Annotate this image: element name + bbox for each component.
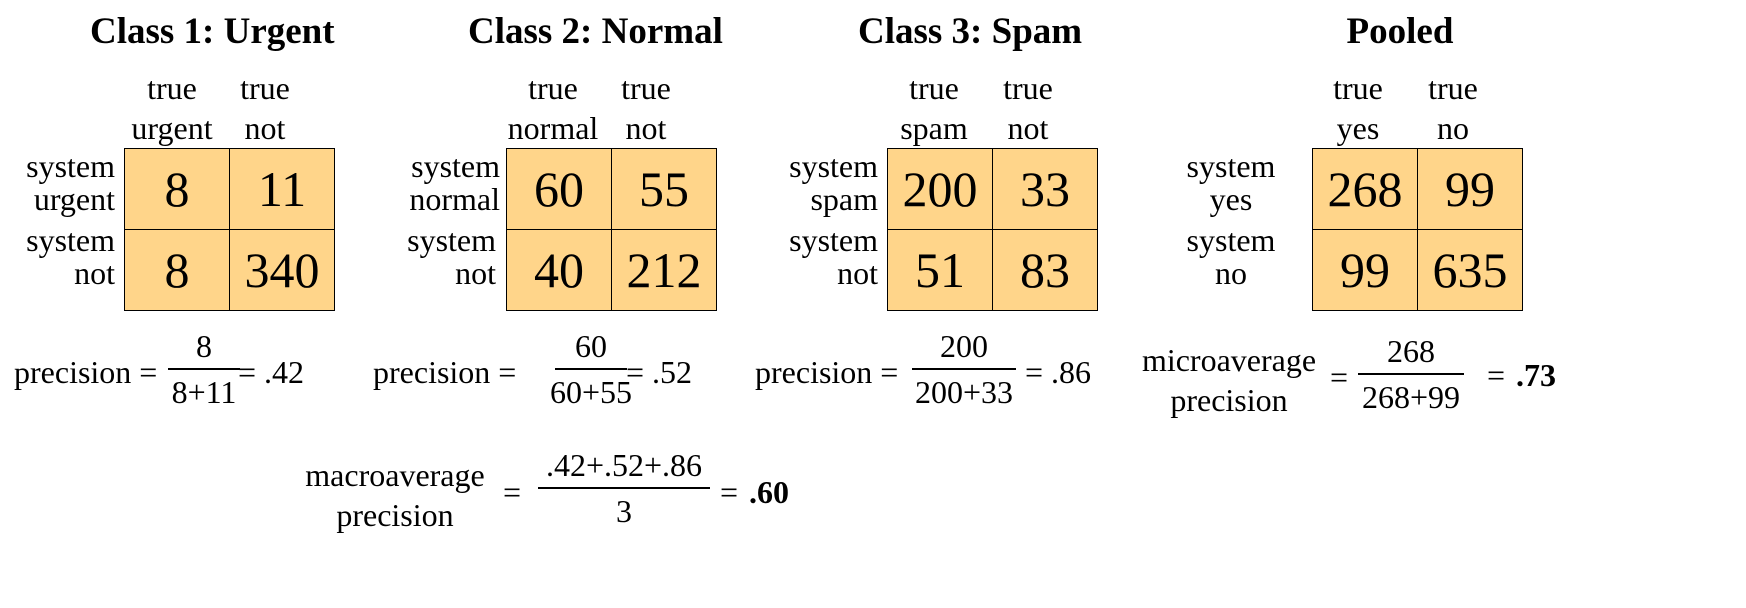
panel-4-confusion-matrix [1312, 148, 1523, 311]
matrix-cell: 33 [993, 149, 1098, 230]
macroaverage-fraction [538, 447, 710, 529]
fraction-numerator: 268 [1387, 333, 1435, 369]
matrix-cell: 55 [612, 149, 717, 230]
microaverage-result: .73 [1516, 357, 1556, 393]
panel-2-title: Class 2: Normal [468, 11, 723, 52]
matrix-cell: 268 [1313, 149, 1418, 230]
panel-4-row-label-1: system yes [1186, 148, 1276, 217]
fraction-numerator: 8 [196, 328, 212, 364]
panel-4-col-header-2: true no [1428, 70, 1478, 146]
matrix-cell: 51 [888, 230, 993, 311]
panel-2-col-header-2: true not [621, 70, 671, 146]
macroaverage-result: .60 [749, 474, 789, 510]
panel-4-row-label-2: system no [1186, 222, 1276, 291]
fraction-numerator: .42+.52+.86 [545, 447, 703, 483]
fraction-denominator: 268+99 [1361, 379, 1461, 415]
matrix-cell: 99 [1313, 230, 1418, 311]
matrix-cell: 60 [507, 149, 612, 230]
fraction-numerator: 60 [575, 328, 607, 364]
macroaverage-result-equals: = [720, 474, 739, 510]
fraction-denominator: 8+11 [171, 374, 237, 410]
panel-1-title: Class 1: Urgent [90, 11, 335, 52]
panel-3-precision-label: precision = [755, 354, 899, 390]
panel-2-precision-label: precision = [373, 354, 517, 390]
matrix-cell: 340 [230, 230, 335, 311]
fraction-numerator: 200 [940, 328, 988, 364]
panel-2-confusion-matrix [506, 148, 717, 311]
panel-3-col-header-1: true spam [900, 70, 968, 146]
panel-3-col-header-2: true not [1003, 70, 1053, 146]
matrix-cell: 635 [1418, 230, 1523, 311]
matrix-cell: 83 [993, 230, 1098, 311]
fraction-denominator: 3 [616, 493, 632, 529]
panel-2-row-label-1: system normal [409, 148, 500, 217]
panel-3-precision-result: = .86 [1025, 354, 1092, 390]
matrix-cell: 8 [125, 149, 230, 230]
macroaverage-equals: = [503, 474, 522, 510]
panel-1-col-header-2: true not [240, 70, 290, 146]
panel-1-precision-fraction [168, 328, 240, 410]
panel-2-precision-fraction [549, 328, 633, 410]
matrix-cell: 200 [888, 149, 993, 230]
fraction-denominator: 60+55 [549, 374, 633, 410]
microaverage-precision-label: microaverage precision [1141, 342, 1317, 418]
panel-1-confusion-matrix [124, 148, 335, 311]
microaverage-result-equals: = [1487, 357, 1506, 393]
fraction-denominator: 200+33 [914, 374, 1014, 410]
panel-2-row-label-2: system not [407, 222, 496, 291]
microaverage-fraction [1358, 333, 1464, 415]
panel-1-precision-result: = .42 [238, 354, 305, 390]
matrix-cell: 8 [125, 230, 230, 311]
panel-2-precision-result: = .52 [626, 354, 693, 390]
matrix-cell: 212 [612, 230, 717, 311]
matrix-cell: 40 [507, 230, 612, 311]
panel-3-precision-fraction [912, 328, 1016, 410]
microaverage-equals: = [1330, 359, 1349, 395]
panel-4-col-header-1: true yes [1333, 70, 1383, 146]
panel-1-row-label-1: system urgent [26, 148, 115, 217]
panel-1-precision-label: precision = [14, 354, 158, 390]
panel-4-title: Pooled [1346, 11, 1454, 52]
panel-3-title: Class 3: Spam [858, 11, 1083, 52]
macroaverage-precision-label: macroaverage precision [305, 457, 485, 533]
matrix-cell: 99 [1418, 149, 1523, 230]
panel-3-confusion-matrix [887, 148, 1098, 311]
panel-2-col-header-1: true normal [507, 70, 599, 146]
matrix-cell: 11 [230, 149, 335, 230]
panel-3-row-label-1: system spam [789, 148, 878, 217]
panel-1-col-header-1: true urgent [131, 70, 213, 146]
panel-1-row-label-2: system not [26, 222, 115, 291]
panel-3-row-label-2: system not [789, 222, 878, 291]
